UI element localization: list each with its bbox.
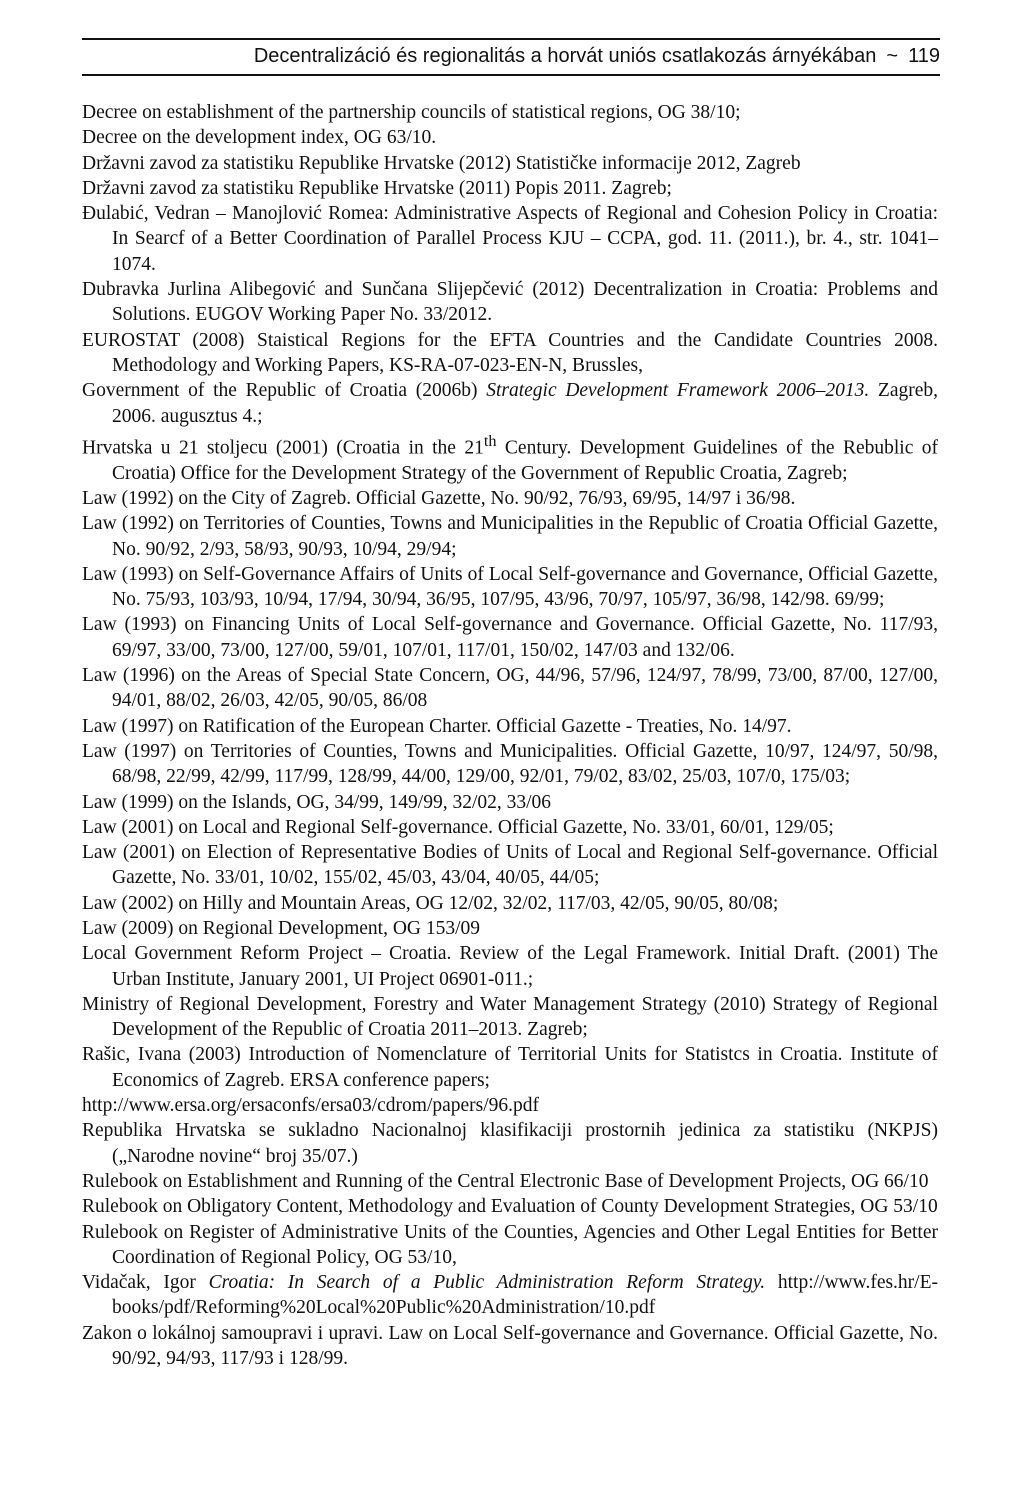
reference-entry xyxy=(82,378,938,429)
reference-entry: Ministry of Regional Development, Forestry and Water Management Strategy (2010) Strategy of Regional Development of the Republic of Croatia 2011–2013. Zagreb; xyxy=(82,993,938,1041)
reference-entry: Decree on the development index, OG 63/10. xyxy=(82,127,437,149)
reference-entry xyxy=(82,429,938,486)
reference-entry: Law (1996) on the Areas of Special State Concern, OG, 44/96, 57/96, 124/97, 78/99, 73/00, 87/00, 127/00, 94/01, 88/02, 26/03, 42/05, 90/05, 86/08 xyxy=(82,665,938,712)
reference-entry: Local Government Reform Project – Croatia. Review of the Legal Framework. Initial Draft. (2001) The Urban Institute, January 2001, UI Project 06901-011.; xyxy=(82,943,938,990)
reference-entry: EUROSTAT (2008) Staistical Regions for the EFTA Countries and the Candidate Countries 2008. Methodology and Working Papers, KS-RA-07-023-EN-N, Brussles, xyxy=(82,329,938,376)
reference-entry: Državni zavod za statistiku Republike Hrvatske (2012) Statističke informacije 2012, Zagreb xyxy=(82,152,801,174)
reference-entry: Law (1992) on the City of Zagreb. Official Gazette, No. 90/92, 76/93, 69/95, 14/97 i 36/98. xyxy=(82,487,796,509)
reference-entry: Law (1999) on the Islands, OG, 34/99, 149/99, 32/02, 33/06 xyxy=(82,791,552,813)
reference-entry: Državni zavod za statistiku Republike Hrvatske (2011) Popis 2011. Zagreb; xyxy=(82,177,672,199)
reference-entry: Law (1992) on Territories of Counties, Towns and Municipalities in the Republic of Croatia Official Gazette, No. 90/92, 2/93, 58/93, 90/93, 10/94, 29/94; xyxy=(82,513,938,560)
reference-entry: Law (1997) on Territories of Counties, Towns and Municipalities. Official Gazette, 10/97, 124/97, 50/98, 68/98, 22/99, 42/99, 117/99, 128/99, 44/00, 129/00, 92/01, 79/02, 83/02, 25/03, 107/0, 175/03; xyxy=(82,740,938,788)
reference-entry: Law (2001) on Election of Representative Bodies of Units of Local and Regional Self-governance. Official Gazette, No. 33/01, 10/02, 155/02, 45/03, 43/04, 40/05, 44/05; xyxy=(82,842,938,889)
reference-text: Government of the Republic of Croatia (2006b) xyxy=(82,380,487,402)
reference-entry: Đulabić, Vedran – Manojlović Romea: Administrative Aspects of Regional and Cohesion Policy in Croatia: In Searcf of a Better Coordination of Parallel Process KJU – CCPA, god. 11. (2011.), br. 4., str. 1041–1074. xyxy=(82,203,938,275)
reference-entry: Law (2002) on Hilly and Mountain Areas, OG 12/02, 32/02, 117/03, 42/05, 90/05, 80/08; xyxy=(82,892,779,914)
reference-entry: Dubravka Jurlina Alibegović and Sunčana Slijepčević (2012) Decentralization in Croatia: Problems and Solutions. EUGOV Working Paper No. 33/2012. xyxy=(82,279,938,326)
reference-entry: Law (1997) on Ratification of the European Charter. Official Gazette - Treaties, No. 14/97. xyxy=(82,715,792,737)
reference-text: Vidačak, Igor xyxy=(82,1272,209,1294)
page-number: 119 xyxy=(908,45,940,67)
reference-entry: Law (1993) on Self-Governance Affairs of Units of Local Self-governance and Governance, Official Gazette, No. 75/93, 103/93, 10/94, 17/94, 30/94, 36/95, 107/95, 43/96, 70/97, 105/97, 36/98, 142/98. 69/99; xyxy=(82,563,938,611)
reference-title-italic: Croatia: In Search of a Public Administration Reform Strategy. xyxy=(208,1272,766,1294)
reference-entry xyxy=(82,1270,938,1321)
reference-entry: Rulebook on Establishment and Running of the Central Electronic Base of Development Projects, OG 66/10 xyxy=(82,1170,929,1192)
reference-entry: Law (1993) on Financing Units of Local Self-governance and Governance. Official Gazette, No. 117/93, 69/97, 33/00, 73/00, 127/00, 59/01, 107/01, 117/01, 150/02, 147/03 and 132/06. xyxy=(82,614,938,661)
reference-entry: Law (2001) on Local and Regional Self-governance. Official Gazette, No. 33/01, 60/01, 129/05; xyxy=(82,816,834,838)
reference-entry: Decree on establishment of the partnership councils of statistical regions, OG 38/10; xyxy=(82,102,741,123)
header-separator: ~ xyxy=(886,45,899,67)
reference-superscript: th xyxy=(483,431,497,450)
reference-entry: Rulebook on Register of Administrative Units of the Counties, Agencies and Other Legal Entities for Better Coordination of Regional Policy, OG 53/10, xyxy=(82,1221,938,1268)
reference-entry: Republika Hrvatska se sukladno Nacionalnoj klasifikaciji prostornih jedinica za statistiku (NKPJS) („Narodne novine“ broj 35/07.) xyxy=(82,1120,938,1167)
reference-text: Century. Development Guidelines of the Rebublic of Croatia) Office for the Development Strategy of the Government of Republic Croatia, Zagreb; xyxy=(112,437,938,484)
reference-entry: Law (2009) on Regional Development, OG 153/09 xyxy=(82,918,481,939)
reference-title-italic: Strategic Development Framework 2006–2013. xyxy=(486,380,870,402)
reference-entry: Rašic, Ivana (2003) Introduction of Nomenclature of Territorial Units for Statistcs in Croatia. Institute of Economics of Zagreb. ERSA conference papers; xyxy=(82,1044,938,1091)
reference-entry: Rulebook on Obligatory Content, Methodology and Evaluation of County Development Strategies, OG 53/10 xyxy=(82,1196,938,1218)
reference-list xyxy=(82,100,938,1371)
reference-text: http://www.fes.hr/E-books/pdf/Reforming%20Local%20Public%20Administration/10.pdf xyxy=(112,1272,938,1319)
reference-entry: http://www.ersa.org/ersaconfs/ersa03/cdrom/papers/96.pdf xyxy=(82,1095,540,1117)
reference-entry: Zakon o lokálnoj samoupravi i upravi. Law on Local Self-governance and Governance. Official Gazette, No. 90/92, 94/93, 117/93 i 128/99. xyxy=(82,1322,938,1370)
reference-text: Zagreb, 2006. augusztus 4.; xyxy=(112,380,938,427)
running-title: Decentralizáció és regionalitás a horvát uniós csatlakozás árnyékában xyxy=(253,45,877,67)
running-header xyxy=(82,38,940,76)
reference-text: Hrvatska u 21 stoljecu (2001) (Croatia in the 21 xyxy=(82,437,484,459)
